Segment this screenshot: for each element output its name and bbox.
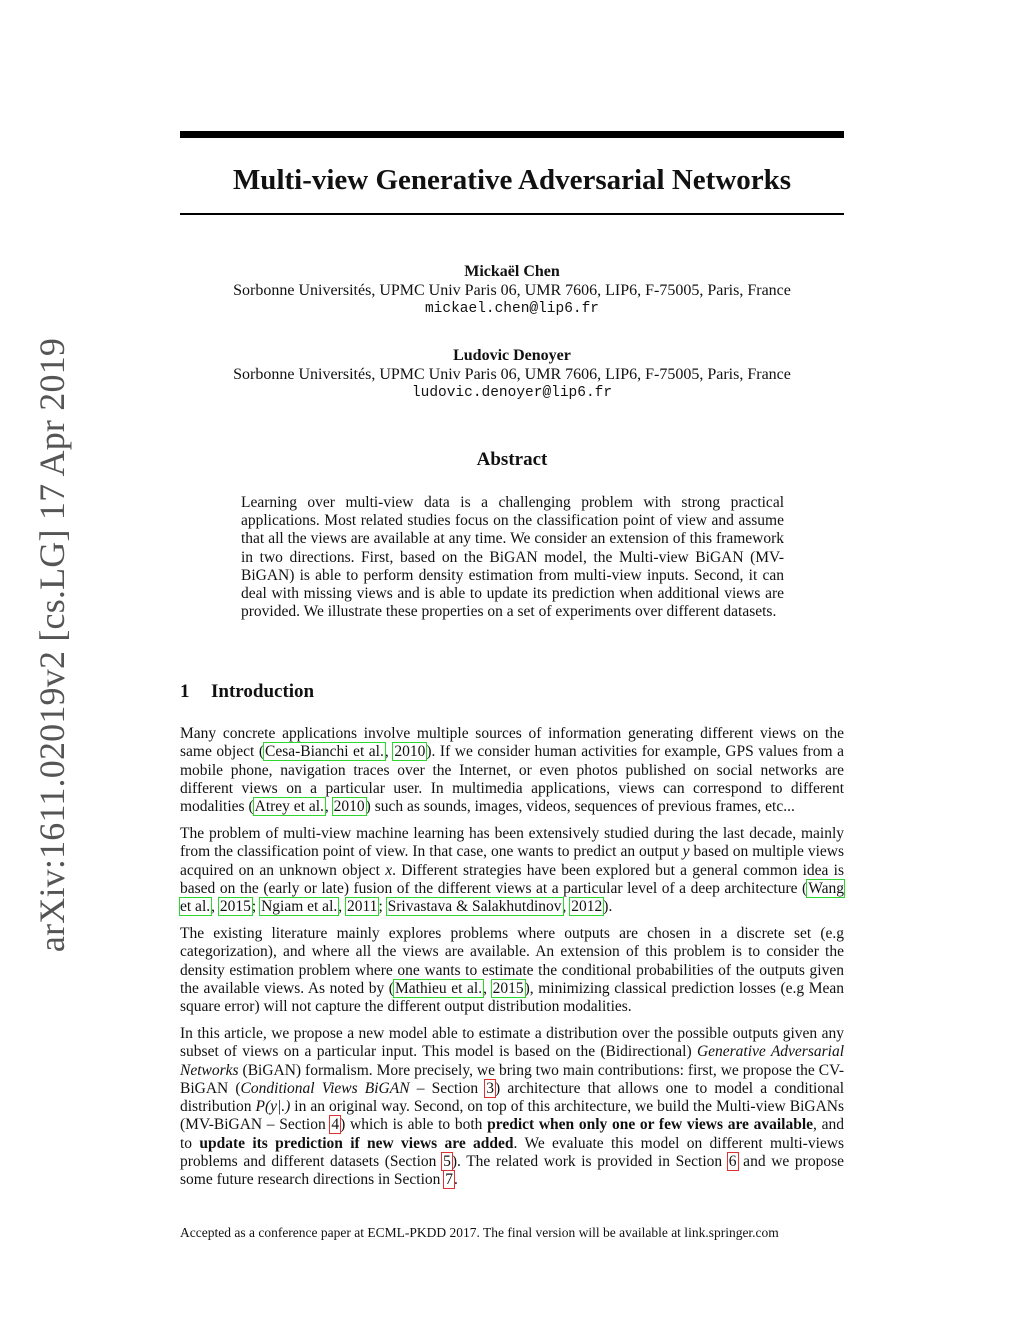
text: ,	[384, 743, 394, 761]
paper-title: Multi-view Generative Adversarial Networks	[232, 164, 792, 196]
text: ). The related work is provided in Section	[451, 1153, 728, 1171]
text: ) such as sounds, images, videos, sequences of previous frames, etc...	[365, 798, 795, 816]
section-ref-link[interactable]: 5	[443, 1153, 451, 1171]
bold-text: update its prediction if new views are added	[199, 1134, 514, 1152]
text: in an original way. Second, on top of this architecture, we build the Multi-view BiGANs (MV-BiGAN – Section	[180, 1098, 844, 1134]
text: The existing literature mainly explores problems where outputs are chosen in a discrete set (e.g categorization), and where all the views are available. An extension of this problem is to consider the density estimation problem where one wants to estimate the conditional probabilities of the outputs given the available views. As noted by (	[180, 924, 844, 997]
author-affiliation: Sorbonne Universités, UPMC Univ Paris 06, UMR 7606, LIP6, F-75005, Paris, France	[233, 282, 791, 299]
section-ref-link[interactable]: 6	[728, 1153, 737, 1171]
text: ) architecture that allows one to model a conditional distribution	[180, 1079, 845, 1116]
citation-year-link[interactable]: 2010	[333, 798, 365, 816]
author-name: Mickaël Chen	[464, 263, 560, 280]
section-ref-link[interactable]: 4	[331, 1116, 340, 1134]
text: ).	[603, 898, 613, 916]
author-email: mickael.chen@lip6.fr	[424, 301, 600, 317]
text: The problem of multi-view machine learning has been extensively studied during the last decade, mainly from the classification point of view. In that case, one wants to predict an output	[180, 824, 844, 861]
paragraph-4	[180, 1025, 844, 1190]
citation-link[interactable]: Cesa-Bianchi et al.	[265, 743, 384, 761]
paragraph-2	[180, 825, 844, 916]
emphasis: Generative Adversarial Networks	[180, 1043, 845, 1079]
citation-year-link[interactable]: 2011	[347, 898, 378, 916]
section-title: Introduction	[211, 681, 315, 702]
text: ), minimizing classical prediction losses (e.g Mean square error) will not capture the different output distribution modalities.	[180, 979, 845, 1016]
citation-link[interactable]: Mathieu et al.	[394, 979, 483, 997]
math-variable: y	[682, 843, 690, 861]
arxiv-identifier: arXiv:1611.02019v2 [cs.LG] 17 Apr 2019	[32, 337, 72, 953]
text: . Different strategies have been explored but a general common idea is based on the (early or late) fusion of the different views at a particular level of a deep architecture (	[180, 861, 844, 897]
citation-year-link[interactable]: 2012	[571, 898, 603, 916]
citation-year-link[interactable]: 2015	[219, 898, 251, 916]
title-top-rule	[180, 131, 844, 138]
text: ;	[378, 898, 387, 916]
text: .	[454, 1171, 458, 1189]
text: ). If we consider human activities for example, GPS values from a mobile phone, navigation traces over the Internet, or even photos published on social networks are different views on a particular user. In multimedia applications, views can correspond to different modalities (	[180, 743, 845, 816]
author-block-1	[180, 262, 844, 319]
text: ;	[251, 898, 261, 916]
text: based on multiple views acquired on an unknown object	[180, 843, 844, 879]
bold-text: predict when only one or few views are available	[487, 1116, 814, 1134]
citation-link[interactable]: Atrey et al.	[254, 798, 324, 816]
text: (BiGAN) formalism. More precisely, we bring two main contributions: first, we propose the CV-BiGAN (	[180, 1061, 844, 1097]
text: ,	[211, 898, 219, 916]
text: Many concrete applications involve multiple sources of information generating different views on the same object (	[180, 725, 844, 761]
citation-year-link[interactable]: 2015	[492, 979, 524, 997]
introduction-body	[180, 725, 844, 1198]
text: ,	[324, 798, 333, 816]
section-number: 1	[180, 681, 190, 702]
title-bottom-rule	[180, 213, 844, 215]
text: – Section	[409, 1079, 486, 1097]
math-expression: P(y|.)	[255, 1098, 291, 1116]
abstract-text: Learning over multi-view data is a challenging problem with strong practical applications. Most related studies focus on the classification point of view and assume that all the views are available at any time. We consider an extension of this framework in two directions. First, based on the BiGAN model, the Multi-view BiGAN (MV-BiGAN) is able to perform density estimation from multi-view inputs. Second, it can deal with missing views and is able to update its prediction when additional views are provided. We illustrate these properties on a set of experiments over different datasets.	[241, 494, 784, 621]
text: . We evaluate this model on different multi-views problems and different datasets (Section	[180, 1134, 844, 1171]
citation-year-link[interactable]: 2010	[394, 743, 426, 761]
author-affiliation: Sorbonne Universités, UPMC Univ Paris 06, UMR 7606, LIP6, F-75005, Paris, France	[233, 366, 791, 383]
paragraph-3	[180, 925, 844, 1016]
paragraph-1	[180, 725, 844, 816]
section-heading-introduction	[180, 681, 314, 703]
footnote: Accepted as a conference paper at ECML-PKDD 2017. The final version will be available at link.springer.com	[180, 1225, 779, 1240]
text: ,	[483, 979, 492, 997]
text: ) which is able to both	[340, 1116, 488, 1134]
text: In this article, we propose a new model able to estimate a distribution over the possible outputs given any subset of views on a particular input. This model is based on the (Bidirectional)	[180, 1024, 844, 1061]
author-email: ludovic.denoyer@lip6.fr	[411, 385, 613, 401]
text: ,	[562, 898, 571, 916]
math-variable: x	[385, 861, 393, 879]
text: , and to	[180, 1116, 844, 1152]
author-block-2	[180, 346, 844, 403]
author-name: Ludovic Denoyer	[453, 347, 571, 364]
citation-link[interactable]: Wang et al.	[180, 879, 844, 916]
text: and we propose some future research directions in Section	[180, 1153, 844, 1189]
section-ref-link[interactable]: 3	[486, 1079, 495, 1097]
section-ref-link[interactable]: 7	[445, 1171, 454, 1189]
text: ,	[338, 898, 346, 916]
emphasis: Conditional Views BiGAN	[240, 1079, 410, 1097]
citation-link[interactable]: Srivastava & Salakhutdinov	[387, 898, 562, 916]
citation-link[interactable]: Ngiam et al.	[261, 898, 338, 916]
abstract-heading: Abstract	[476, 449, 548, 470]
